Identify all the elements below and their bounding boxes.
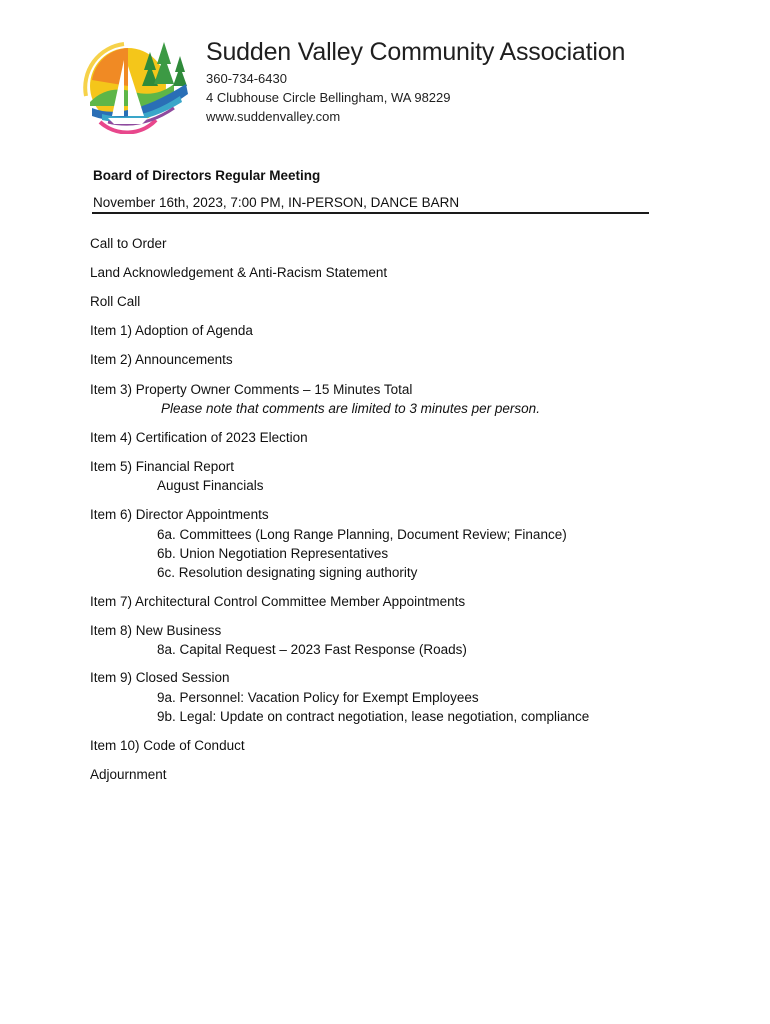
agenda-item-2: Item 2) Announcements [90, 352, 233, 367]
agenda-item-6b: 6b. Union Negotiation Representatives [157, 546, 389, 561]
agenda-item-1: Item 1) Adoption of Agenda [90, 323, 253, 338]
phone-number: 360-734-6430 [206, 71, 287, 86]
agenda-item-10: Item 10) Code of Conduct [90, 738, 245, 753]
agenda-item-5-sub: August Financials [157, 478, 264, 493]
agenda-item-5: Item 5) Financial Report [90, 459, 235, 474]
address: 4 Clubhouse Circle Bellingham, WA 98229 [206, 90, 451, 105]
agenda-item-3: Item 3) Property Owner Comments – 15 Minutes Total [90, 382, 413, 397]
sailboat-sun-logo-icon [78, 36, 196, 134]
agenda-item-4: Item 4) Certification of 2023 Election [90, 430, 308, 445]
agenda-adjournment: Adjournment [90, 767, 167, 782]
organization-name: Sudden Valley Community Association [206, 38, 626, 66]
meeting-title: Board of Directors Regular Meeting [93, 168, 321, 183]
divider-line [92, 212, 649, 214]
agenda-call-to-order: Call to Order [90, 236, 167, 251]
agenda-item-8: Item 8) New Business [90, 623, 222, 638]
agenda-item-8a: 8a. Capital Request – 2023 Fast Response (Roads) [157, 642, 467, 657]
agenda-roll-call: Roll Call [90, 294, 141, 309]
agenda-item-7: Item 7) Architectural Control Committee Member Appointments [90, 594, 466, 609]
website: www.suddenvalley.com [206, 109, 341, 124]
agenda-item-3-note: Please note that comments are limited to 3 minutes per person. [161, 401, 540, 416]
agenda-item-6a: 6a. Committees (Long Range Planning, Document Review; Finance) [157, 527, 567, 542]
agenda-item-6c: 6c. Resolution designating signing authority [157, 565, 418, 580]
agenda-item-9b: 9b. Legal: Update on contract negotiation, lease negotiation, compliance [157, 709, 590, 724]
agenda-item-9a: 9a. Personnel: Vacation Policy for Exempt Employees [157, 690, 479, 705]
agenda-item-6: Item 6) Director Appointments [90, 507, 269, 522]
meeting-date-line: November 16th, 2023, 7:00 PM, IN-PERSON, DANCE BARN [93, 195, 460, 210]
agenda-land-acknowledgement: Land Acknowledgement & Anti-Racism Statement [90, 265, 388, 280]
association-logo [78, 36, 196, 134]
agenda-item-9: Item 9) Closed Session [90, 670, 230, 685]
